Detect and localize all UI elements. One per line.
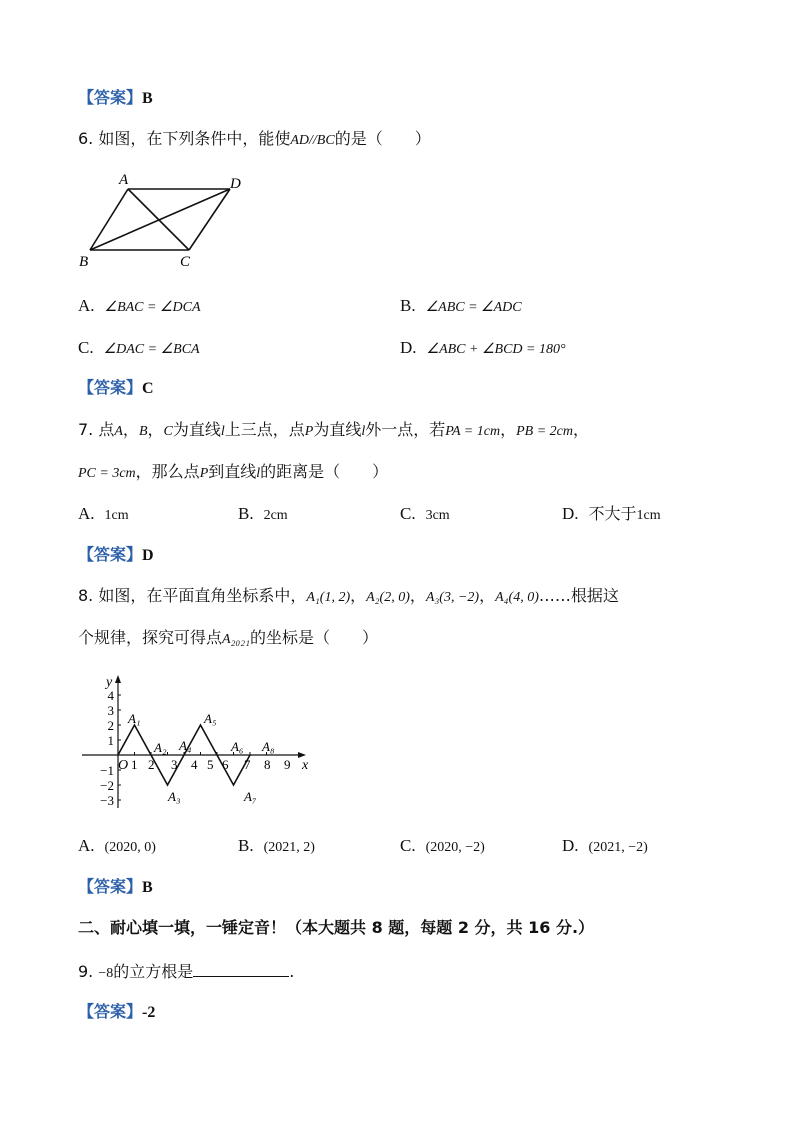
stem-text: 为直线 [172,420,221,439]
x-tick-label: 7 [244,757,251,772]
y-tick-label: 3 [107,703,114,718]
option-letter: B. [238,836,254,855]
point-a1: A₁(1, 2) [306,590,351,605]
option-letter: C. [78,338,94,357]
y-tick-label: −2 [100,778,114,793]
answer-value: B [142,879,153,896]
x-tick-label: 5 [207,757,214,772]
option-letter: B. [400,296,416,315]
coordinate-graph [76,668,316,818]
q6-option-d[interactable] [400,338,566,360]
q8-option-a[interactable] [78,836,156,858]
question-6-stem [78,129,431,151]
line-l: l [220,424,225,439]
x-tick-label: 9 [284,757,291,772]
option-text: 3cm [425,508,450,523]
stem-text: 上三点，点 [224,420,305,439]
q6-option-c[interactable] [78,338,200,360]
stem-text: ， [572,420,589,439]
question-8-stem-line2 [78,628,378,650]
stem-text: ……根据这 [538,586,619,605]
answer-blank[interactable] [193,962,289,977]
stem-text: 6. 如图，在下列条件中，能使 [78,129,291,148]
answer-value: C [142,380,154,397]
stem-math: AD//BC [290,133,335,148]
q7-option-b[interactable] [238,504,288,526]
vertex-b-label: B [79,254,89,270]
option-letter: D. [562,504,579,523]
q8-option-b[interactable] [238,836,315,858]
line-l: l [256,466,261,481]
stem-text: ， [500,420,517,439]
point-a2021: A₂₀₂₁ [222,632,251,647]
y-axis-label: y [106,675,113,690]
option-text: 1cm [104,508,129,523]
x-tick-label: 8 [264,757,271,772]
y-tick-label: 4 [107,688,114,703]
option-letter: A. [78,504,95,523]
question-7-stem-line2 [78,462,388,484]
question-8-stem-line1: 8. 如图，在平面直角坐标系中，A₁(1, 2)，A₂(2, 0)，A₃(3, −2)，A₄(4, 0)……根据这 [78,586,619,605]
pb-length: PB = 2cm [516,424,573,439]
origin-label: O [118,758,129,773]
question-number: 9. [78,962,94,981]
point-c: C [163,424,173,439]
answer-tag: 【答案】 [78,1002,143,1021]
stem-text: ，那么点 [135,462,200,481]
point-b: B [138,424,148,439]
point-label-a8: A₈ [262,739,275,754]
stem-text: 的立方根是 [113,962,194,981]
option-text: (2020, −2) [425,840,485,855]
q8-option-c[interactable] [400,836,485,858]
vertex-a-label: A [119,172,129,188]
option-letter: C. [400,504,416,523]
point-label-a7: A₇ [244,789,257,804]
option-letter: A. [78,836,95,855]
q7-option-a[interactable] [78,504,129,526]
point-p: P [304,424,314,439]
stem-math: −8 [98,966,114,981]
option-text: ∠BAC = ∠DCA [104,300,201,315]
option-letter: C. [400,836,416,855]
x-tick-label: 4 [191,757,198,772]
answer-8 [78,877,153,898]
stem-text: ， [122,420,139,439]
option-text: 1cm [636,508,661,523]
option-text: (2021, 2) [263,840,315,855]
stem-text: 到直线 [208,462,257,481]
vertex-d-label: D [230,176,241,192]
pa-length: PA = 1cm [445,424,501,439]
option-text: 2cm [263,508,288,523]
question-7-stem-line1 [78,420,589,442]
option-text: ∠DAC = ∠BCA [103,342,200,357]
stem-text: ， [147,420,164,439]
y-tick-label: −3 [100,793,114,808]
stem-text: 7. 点 [78,420,115,439]
question-9-stem [78,962,294,984]
y-tick-label: 1 [107,733,114,748]
point-label-a6: A₆ [231,739,244,754]
q6-option-a[interactable] [78,296,201,318]
point-label-a3: A₃ [168,789,181,804]
option-prefix: 不大于 [588,504,637,523]
q7-option-d[interactable] [562,504,661,526]
answer-tag: 【答案】 [78,378,143,397]
stem-text: 的距离是（ ） [260,462,389,481]
point-label-a1: A₁ [128,711,141,726]
line-l: l [361,424,366,439]
stem-text: 外一点，若 [365,420,446,439]
point-label-a4: A₄ [179,738,192,753]
stem-text: 8. 如图，在平面直角坐标系中， [78,586,307,605]
parallelogram-figure [72,168,252,270]
point-a3: A₃(3, −2) [425,590,480,605]
stem-text: 为直线 [313,420,362,439]
x-tick-label: 6 [222,757,229,772]
q7-option-c[interactable] [400,504,450,526]
option-letter: B. [238,504,254,523]
vertex-c-label: C [180,254,191,270]
x-axis-label: x [302,758,309,773]
stem-text: 的坐标是（ ） [250,628,379,647]
stem-text: 个规律，探究可得点 [78,628,223,647]
option-letter: A. [78,296,95,315]
option-text: (2020, 0) [104,840,156,855]
point-a: A [114,424,123,439]
x-tick-label: 3 [171,757,178,772]
point-p: P [199,466,209,481]
option-text: ∠ABC = ∠ADC [425,300,522,315]
point-a2: A₂(2, 0) [366,590,410,605]
y-tick-label: −1 [100,763,114,778]
option-text: ∠ABC + ∠BCD = 180° [426,342,566,357]
answer-tag: 【答案】 [78,877,143,896]
answer-5 [78,88,153,109]
x-tick-label: 2 [148,757,155,772]
stem-text: . [289,962,295,981]
x-tick-label: 1 [131,757,138,772]
section-2-title: 二、耐心填一填，一锤定音！（本大题共 8 题，每题 2 分，共 16 分.） [78,918,595,937]
answer-value: B [142,90,153,107]
answer-tag: 【答案】 [78,545,143,564]
q8-option-d[interactable] [562,836,648,858]
answer-6 [78,378,154,399]
point-a4: A₄(4, 0) [495,590,539,605]
answer-value: -2 [142,1004,156,1021]
answer-value: D [142,547,154,564]
pc-length: PC = 3cm [78,466,136,481]
answer-9 [78,1002,155,1023]
point-label-a2: A₂ [154,740,167,755]
option-text: (2021, −2) [588,840,648,855]
answer-7 [78,545,154,566]
option-letter: D. [400,338,417,357]
answer-tag: 【答案】 [78,88,143,107]
y-tick-label: 2 [107,718,114,733]
option-letter: D. [562,836,579,855]
q6-option-b[interactable] [400,296,522,318]
point-label-a5: A₅ [204,711,217,726]
stem-text: 的是（ ） [334,129,431,148]
